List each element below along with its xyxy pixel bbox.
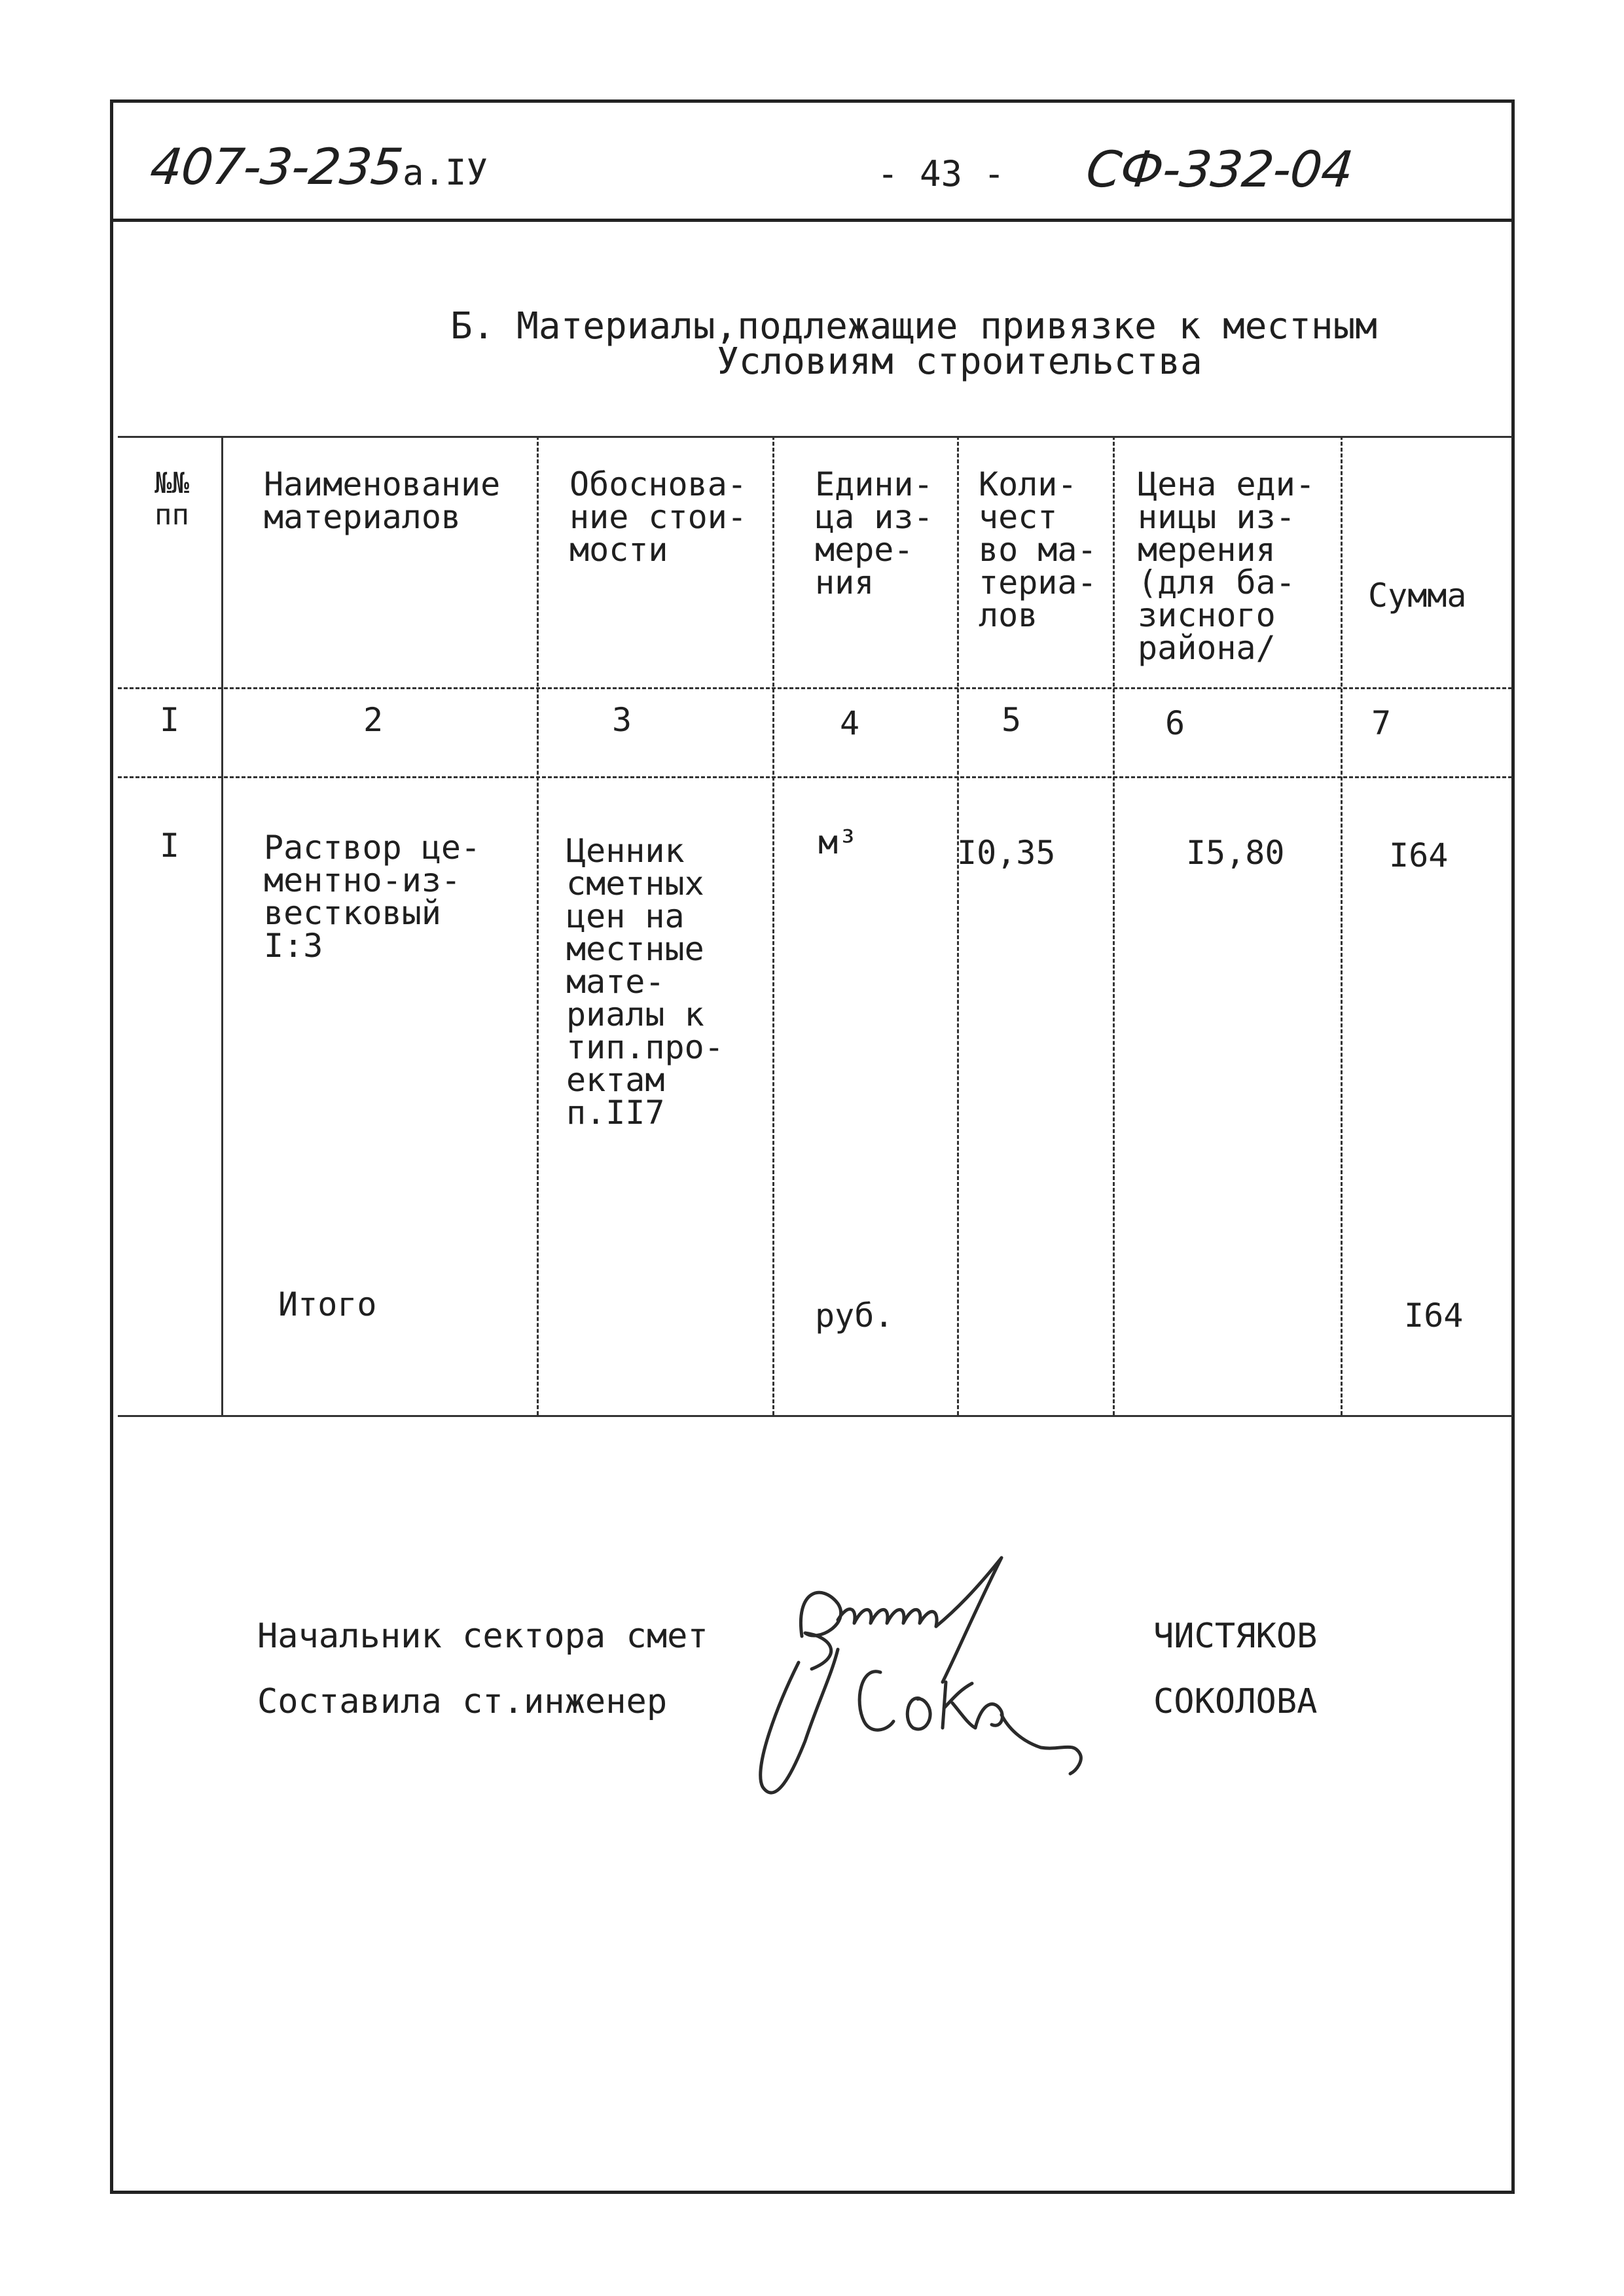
col-header-price: Цена еди- ницы из- мерения (для ба- зисного района/ [1138, 465, 1315, 667]
col-header-quantity: Коли- чест во ма- териа- лов [979, 465, 1097, 634]
signature-sokolova [859, 1672, 1081, 1774]
total-label: Итого [278, 1285, 377, 1323]
row-unit: м³ [818, 823, 858, 861]
col-number-3: 3 [612, 701, 632, 739]
row-price: I5,80 [1186, 834, 1285, 872]
col-divider-4 [957, 436, 959, 1415]
col-number-4: 4 [840, 704, 860, 742]
signature-name-1: ЧИСТЯКОВ [1153, 1617, 1318, 1656]
row-cost-basis: Ценник сметных цен на местные мате- риалы к тип.про- ектам п.II7 [566, 832, 724, 1132]
table-top-border [118, 436, 1512, 438]
col-divider-3 [772, 436, 774, 1415]
row-number: I [160, 827, 180, 865]
col-number-5: 5 [1001, 701, 1022, 739]
col-number-7: 7 [1371, 704, 1392, 742]
row-quantity: I0,35 [957, 834, 1056, 872]
col-header-basis: Обоснова- ние стои- мости [569, 465, 747, 569]
header-row-border [118, 687, 1512, 689]
signature-role-2: Составила ст.инженер [257, 1682, 668, 1721]
col-divider-6 [1341, 436, 1343, 1415]
col-number-1: I [160, 701, 180, 739]
document-code: СФ-332-04 [1083, 140, 1356, 198]
handwritten-signatures [740, 1532, 1132, 1820]
col-header-sum: Сумма [1368, 577, 1467, 615]
col-header-name: Наименование материалов [264, 465, 501, 536]
signature-chistyakov [761, 1558, 1001, 1793]
col-number-6: 6 [1165, 704, 1185, 742]
col-header-number: №№ пп [154, 467, 189, 531]
album-number: а.IУ [403, 152, 488, 193]
col-divider-1 [221, 436, 223, 1415]
row-sum: I64 [1389, 836, 1449, 874]
total-unit: руб. [815, 1297, 894, 1335]
total-sum: I64 [1404, 1297, 1464, 1335]
page-number: - 43 - [877, 153, 1005, 194]
project-code: 407-3-235 [147, 137, 406, 196]
section-title-line1: Б. Материалы,подлежащие привязке к местным [450, 305, 1378, 348]
signature-role-1: Начальник сектора смет [257, 1617, 708, 1656]
col-divider-5 [1113, 436, 1115, 1415]
header-divider [110, 219, 1515, 222]
signature-name-2: СОКОЛОВА [1153, 1682, 1318, 1721]
col-divider-2 [537, 436, 539, 1415]
page-frame [110, 99, 1515, 2194]
col-number-2: 2 [363, 701, 384, 739]
col-header-unit: Едини- ца из- мере- ния [815, 465, 933, 601]
numbers-row-border [118, 776, 1512, 778]
row-material-name: Раствор це- ментно-из- вестковый I:3 [264, 829, 481, 965]
table-bottom-border [118, 1415, 1512, 1417]
section-title-line2: Условиям строительства [717, 340, 1202, 383]
